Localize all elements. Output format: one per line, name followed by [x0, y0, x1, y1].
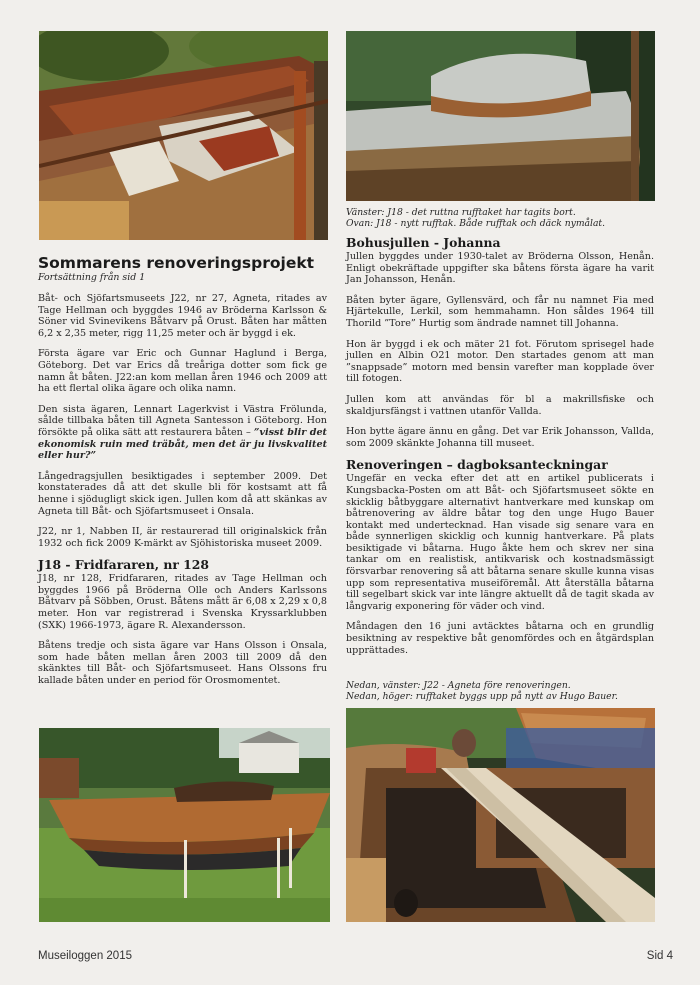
paragraph-johanna-donation: Hon bytte ägare ännu en gång. Det var Erik Johansson, Vallda, som 2009 skänkte Johanna till museet.: [346, 426, 654, 449]
owner-quote: ”visst blir det ekonomisk ruin med träbåt, men det är ju livskvalitet eller hur?”: [38, 426, 327, 462]
photo-agneta-before: [39, 728, 330, 922]
paragraph-johanna-built: Jullen byggdes under 1930-talet av Bröderna Olsson, Henån. Enligt obekräftade uppgifter ska båtens första ägare ha varit Jan Johansson, Henån.: [346, 251, 654, 286]
caption-new-roof: Ovan: J18 - nytt rufftak. Både rufftak och däck nymålat.: [346, 218, 606, 229]
paragraph-johanna-use: Jullen kom att användas för bl a makrillsfiske och skaldjursfängst i vattnen utanför Vallda.: [346, 393, 654, 417]
paragraph-fridfararen: J18, nr 128, Fridfararen, ritades av Tage Hellman och byggdes 1966 på Bröderna Olle och Anders Karlssons Båtvarv på Söbben, Orust. Båtens mått är 6,08 x 2,29 x 0,8 meter. Hon var registrerad i Svenska Kryssarklubben (SXK) 1966-1973, ägare R. Alexandersson.: [38, 573, 327, 631]
paragraph-johanna-engine: Hon är byggd i ek och mäter 21 fot. Förutom sprisegel hade jullen en Albin O21 motor. Den startades genom att man ”snappsade” motorn med bensin varefter man kopplade över till fotogen.: [346, 338, 654, 385]
left-column: [38, 254, 327, 696]
heading-johanna: Bohusjullen - Johanna: [346, 235, 501, 250]
right-column: [346, 236, 654, 665]
paragraph-first-owner: Första ägare var Eric och Gunnar Haglund i Berga, Göteborg. Det var Erics då treåriga dotter som fick ge namn åt båten. J22:an kom mellan åren 1946 och 2009 att ha ett flertal olika ägare och olika namn.: [38, 348, 327, 395]
footer-page-number: Sid 4: [646, 950, 673, 962]
photo-rotten-cabin-roof: [39, 31, 328, 240]
bottom-photo-captions: [346, 680, 656, 702]
heading-renovation-diary: Renoveringen – dagboksanteckningar: [346, 457, 608, 473]
heading-fridfararen: J18 - Fridfararen, nr 128: [38, 557, 210, 573]
paragraph-fridfararen-owner: Båtens tredje och sista ägare var Hans Olsson i Onsala, som hade båten mellan åren 2003 till 2009 då den skänktes till Båt- och Sjöfartsmuseet. Hans Olssons fru kallade båten under en period för Orosmomentet.: [38, 640, 327, 687]
footer-publication: Museiloggen 2015: [38, 950, 132, 962]
paragraph-inspection-june: Måndagen den 16 juni avtäcktes båtarna och en grundlig besiktning av respektive båt genomfördes och en åtgärdsplan upprättades.: [346, 621, 654, 656]
paragraph-renovation: Ungefär en vecka efter det att en artikel publicerats i Kungsbacka-Posten om att Båt- och Sjöfartsmuseet sökte en skicklig båtbyggare alternativt hantverkare med kunskap om båtrenovering av äldre båtar tog den unge Hugo Bauer kontakt med undertecknad. Han visade sig senare vara en både synnerligen skicklig och kunnig hantverkare. På plats besiktigade vi båtarna. Hugo åkte hem och skrev ner sina tankar om en realistisk, antikvarisk och kostnadsmässigt försvarbar renovering så att båtarna senare skulle kunna visas upp som representativa museiföremål. Att återställa båtarna till segelbart skick var inte längre aktuellt då de tagit skada av långvarig exponering för väder och vind.: [346, 473, 654, 612]
photo-new-cabin-roof: [346, 31, 655, 201]
paragraph-johanna-owners: Båten byter ägare, Gyllensvärd, och får nu namnet Fia med Hjärtekulle, Lerkil, som hemmahamn. Hon såldes 1964 till Thorild ”Tore” Hurtig som ändrade namnet till Johanna.: [346, 294, 654, 329]
caption-roof-rebuild: Nedan, höger: rufftaket byggs upp på nytt av Hugo Bauer.: [346, 691, 618, 702]
article-title: Sommarens renoveringsprojekt: [38, 254, 315, 272]
paragraph-last-owner: Den sista ägaren, Lennart Lagerkvist i Västra Frölunda, sålde tillbaka båten till Agneta Santesson i Göteborg. Hon försökte på olika sätt att restaurera båten – ”visst blir det ekonomisk ruin med träbåt, men det är ju livskvalitet eller hur?”: [38, 403, 327, 462]
paragraph-nabben: J22, nr 1, Nabben II, är restaurerad till originalskick från 1932 och fick 2009 K-märkt av Sjöhistoriska museet 2009.: [38, 526, 327, 549]
caption-rotten-roof: Vänster: J18 - det ruttna rufftaket har tagits bort.: [346, 207, 576, 218]
continuation-note: Fortsättning från sid 1: [38, 272, 146, 283]
caption-agneta-before: Nedan, vänster: J22 - Agneta före renoveringen.: [346, 680, 571, 691]
paragraph-inspection: Långedragsjullen besiktigades i september 2009. Det konstaterades då att det skulle bli för kostsamt att få henne i sjödugligt skick igen. Jullen kom då att skänkas av Agneta till Båt- och Sjöfartsmuseet i Onsala.: [38, 470, 327, 517]
paragraph-agneta-intro: Båt- och Sjöfartsmuseets J22, nr 27, Agneta, ritades av Tage Hellman och byggdes 1946 av Bröderna Karlsson & Söner vid Svinevikens Båtvarv på Orust. Båten har måtten 6,2 x 2,35 meter, rigg 11,25 meter och är byggd i ek.: [38, 293, 327, 339]
top-photo-captions: [346, 207, 656, 229]
photo-roof-rebuild: [346, 708, 655, 922]
